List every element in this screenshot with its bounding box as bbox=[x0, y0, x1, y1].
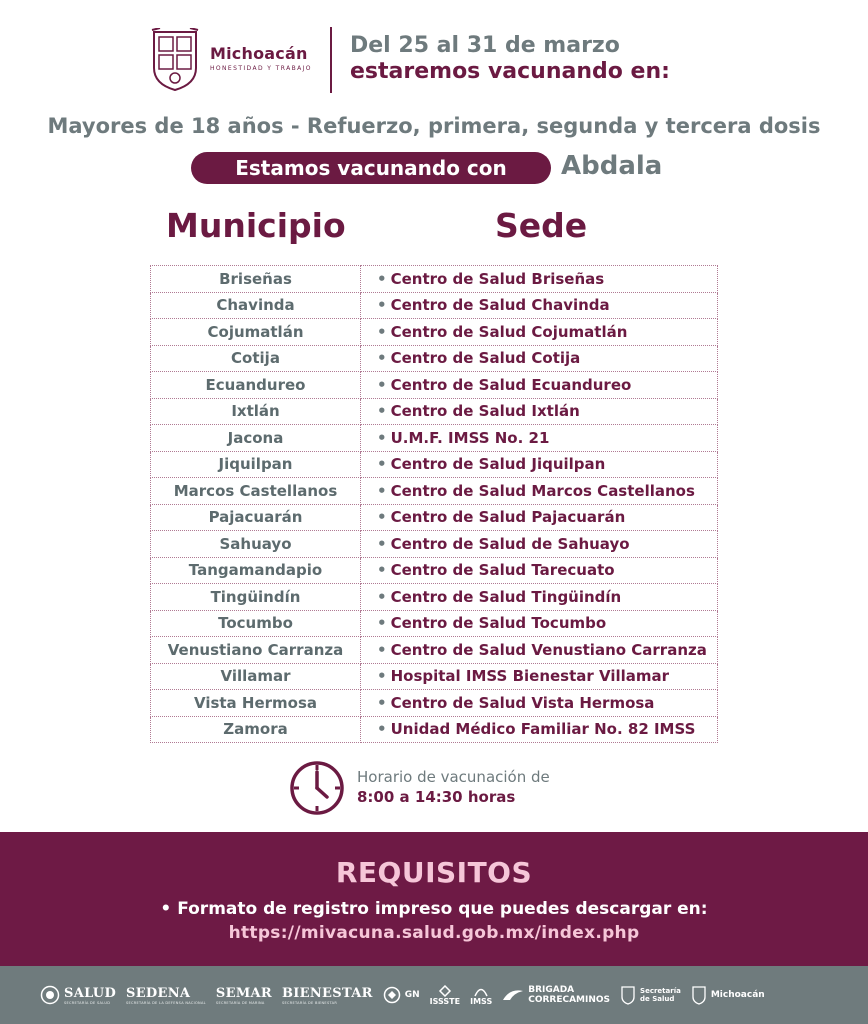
table-row bbox=[151, 504, 718, 531]
bullet-icon: • bbox=[377, 693, 387, 712]
gn-text: GN bbox=[404, 990, 420, 1000]
sede-cell bbox=[361, 531, 718, 558]
bullet-icon: • bbox=[377, 587, 387, 606]
bullet-icon: • bbox=[377, 269, 387, 288]
municipio-cell: Sahuayo bbox=[151, 531, 361, 558]
bienestar-logo bbox=[282, 986, 373, 1005]
issste-logo bbox=[430, 985, 460, 1006]
table-row bbox=[151, 319, 718, 346]
sites-table bbox=[150, 265, 718, 743]
requisitos-section bbox=[0, 832, 868, 966]
municipio-cell: Pajacuarán bbox=[151, 504, 361, 531]
table-row bbox=[151, 425, 718, 452]
bullet-icon: • bbox=[377, 561, 387, 580]
sedena-logo bbox=[126, 986, 206, 1005]
gn-emblem-icon bbox=[383, 986, 401, 1004]
brigada-correcaminos-logo bbox=[502, 985, 610, 1005]
table-row bbox=[151, 584, 718, 611]
bullet-icon: • bbox=[377, 720, 387, 739]
bullet-icon: • bbox=[377, 640, 387, 659]
bullet-icon: • bbox=[377, 349, 387, 368]
sede-text: Centro de Salud Pajacuarán bbox=[390, 508, 626, 527]
secretaria-salud-logo bbox=[620, 985, 681, 1005]
sede-cell bbox=[361, 610, 718, 637]
sede-cell bbox=[361, 451, 718, 478]
bullet-icon: • bbox=[377, 614, 387, 633]
bullet-icon: • bbox=[377, 375, 387, 394]
sede-cell bbox=[361, 425, 718, 452]
sede-cell bbox=[361, 716, 718, 743]
registration-url-link[interactable]: https://mivacuna.salud.gob.mx/index.php bbox=[228, 923, 640, 943]
municipio-cell: Tingüindín bbox=[151, 584, 361, 611]
bienestar-text: BIENESTAR bbox=[282, 985, 373, 1001]
table-row bbox=[151, 345, 718, 372]
correcaminos-icon bbox=[502, 988, 524, 1002]
vaccinating-at-text: estaremos vacunando en: bbox=[350, 59, 670, 84]
salud-emblem-icon bbox=[40, 985, 60, 1005]
bienestar-subtext: SECRETARÍA DE BIENESTAR bbox=[282, 1000, 338, 1005]
salud-text: SALUD bbox=[64, 985, 117, 1001]
municipio-cell: Tocumbo bbox=[151, 610, 361, 637]
sede-cell bbox=[361, 504, 718, 531]
bullet-icon: • bbox=[377, 296, 387, 315]
municipio-cell: Venustiano Carranza bbox=[151, 637, 361, 664]
imss-logo bbox=[470, 985, 492, 1006]
schedule-label: Horario de vacunación de bbox=[357, 768, 550, 786]
municipio-cell: Ixtlán bbox=[151, 398, 361, 425]
sede-text: Unidad Médico Familiar No. 82 IMSS bbox=[390, 720, 696, 739]
municipio-header: Municipio bbox=[166, 206, 346, 245]
municipio-cell: Cotija bbox=[151, 345, 361, 372]
sede-cell bbox=[361, 690, 718, 717]
sede-text: Centro de Salud Cotija bbox=[390, 349, 581, 368]
brand-name: Michoacán bbox=[210, 44, 308, 63]
brand-motto: HONESTIDAD Y TRABAJO bbox=[210, 65, 312, 72]
header bbox=[0, 0, 868, 105]
sede-text: U.M.F. IMSS No. 21 bbox=[390, 428, 550, 447]
municipio-cell: Villamar bbox=[151, 663, 361, 690]
sede-text: Centro de Salud de Sahuayo bbox=[390, 534, 630, 553]
sede-header: Sede bbox=[495, 206, 588, 245]
date-range bbox=[350, 33, 670, 85]
sede-text: Hospital IMSS Bienestar Villamar bbox=[390, 667, 670, 686]
table-row bbox=[151, 557, 718, 584]
table-row bbox=[151, 372, 718, 399]
salud-logo bbox=[40, 985, 116, 1005]
brand bbox=[210, 44, 312, 72]
sedena-subtext: SECRETARÍA DE LA DEFENSA NACIONAL bbox=[126, 1000, 206, 1005]
sede-cell bbox=[361, 637, 718, 664]
salud-subtext: SECRETARÍA DE SALUD bbox=[64, 1000, 111, 1005]
semar-subtext: SECRETARÍA DE MARINA bbox=[215, 1000, 265, 1005]
sede-cell bbox=[361, 478, 718, 505]
secretaria-salud-crest-icon bbox=[620, 985, 636, 1005]
bullet-icon: • bbox=[377, 534, 387, 553]
sedena-text: SEDENA bbox=[126, 985, 191, 1001]
footer-logos bbox=[0, 966, 868, 1024]
sede-text: Centro de Salud Tingüindín bbox=[390, 587, 622, 606]
municipio-cell: Briseñas bbox=[151, 266, 361, 293]
michoacan-crest-icon bbox=[150, 28, 200, 92]
schedule-hours: 8:00 a 14:30 horas bbox=[357, 788, 516, 806]
sede-text: Centro de Salud Chavinda bbox=[390, 296, 610, 315]
vaccine-name: Abdala bbox=[561, 151, 663, 181]
table-row bbox=[151, 690, 718, 717]
table-row bbox=[151, 663, 718, 690]
municipio-cell: Jiquilpan bbox=[151, 451, 361, 478]
sede-text: Centro de Salud Vista Hermosa bbox=[390, 693, 655, 712]
correcaminos-text: CORRECAMINOS bbox=[528, 995, 611, 1005]
de-salud-text: de Salud bbox=[640, 995, 675, 1003]
sede-cell bbox=[361, 292, 718, 319]
sede-cell bbox=[361, 266, 718, 293]
bullet-icon: • bbox=[377, 322, 387, 341]
sede-text: Centro de Salud Tocumbo bbox=[390, 614, 607, 633]
semar-logo bbox=[216, 986, 272, 1005]
header-divider bbox=[330, 27, 332, 93]
clock-icon bbox=[289, 760, 345, 816]
sede-cell bbox=[361, 372, 718, 399]
bullet-icon: • bbox=[377, 481, 387, 500]
table-row bbox=[151, 531, 718, 558]
michoacan-footer-crest-icon bbox=[691, 985, 707, 1005]
municipio-cell: Ecuandureo bbox=[151, 372, 361, 399]
table-row bbox=[151, 398, 718, 425]
sede-cell bbox=[361, 557, 718, 584]
sede-text: Centro de Salud Tarecuato bbox=[390, 561, 615, 580]
table-row bbox=[151, 451, 718, 478]
vaccine-pill: Estamos vacunando con bbox=[191, 152, 551, 184]
municipio-cell: Marcos Castellanos bbox=[151, 478, 361, 505]
municipio-cell: Vista Hermosa bbox=[151, 690, 361, 717]
sede-text: Centro de Salud Marcos Castellanos bbox=[390, 481, 695, 500]
sede-text: Centro de Salud Ecuandureo bbox=[390, 375, 632, 394]
sede-text: Centro de Salud Jiquilpan bbox=[390, 455, 606, 474]
sede-cell bbox=[361, 319, 718, 346]
sede-text: Centro de Salud Cojumatlán bbox=[390, 322, 628, 341]
bullet-icon: • bbox=[377, 508, 387, 527]
issste-emblem-icon bbox=[438, 985, 452, 997]
municipio-cell: Zamora bbox=[151, 716, 361, 743]
municipio-cell: Chavinda bbox=[151, 292, 361, 319]
municipio-cell: Cojumatlán bbox=[151, 319, 361, 346]
imss-text: IMSS bbox=[470, 996, 493, 1006]
michoacan-footer-logo bbox=[691, 985, 765, 1005]
sede-text: Centro de Salud Briseñas bbox=[390, 269, 605, 288]
secretaria-text: Secretaría bbox=[640, 987, 681, 995]
sede-cell bbox=[361, 345, 718, 372]
michoacan-footer-text: Michoacán bbox=[710, 990, 765, 1000]
bullet-icon: • bbox=[377, 402, 387, 421]
date-range-text: Del 25 al 31 de marzo bbox=[350, 33, 620, 58]
issste-text: ISSSTE bbox=[429, 996, 461, 1006]
table-row bbox=[151, 266, 718, 293]
sede-cell bbox=[361, 584, 718, 611]
brigada-text: BRIGADA bbox=[528, 985, 575, 995]
gn-logo bbox=[383, 986, 420, 1004]
sede-text: Centro de Salud Venustiano Carranza bbox=[390, 640, 707, 659]
requisitos-title: REQUISITOS bbox=[335, 856, 533, 889]
bullet-icon: • bbox=[377, 667, 387, 686]
schedule bbox=[357, 767, 550, 807]
table-row bbox=[151, 610, 718, 637]
sede-cell bbox=[361, 663, 718, 690]
semar-text: SEMAR bbox=[215, 985, 272, 1001]
audience-subtitle: Mayores de 18 años - Refuerzo, primera, segunda y tercera dosis bbox=[47, 114, 821, 138]
requisitos-item: • Formato de registro impreso que puedes descargar en: bbox=[160, 899, 708, 919]
table-row bbox=[151, 637, 718, 664]
table-row bbox=[151, 478, 718, 505]
sede-text: Centro de Salud Ixtlán bbox=[390, 402, 580, 421]
table-row bbox=[151, 292, 718, 319]
table-row bbox=[151, 716, 718, 743]
bullet-icon: • bbox=[377, 455, 387, 474]
municipio-cell: Tangamandapio bbox=[151, 557, 361, 584]
bullet-icon: • bbox=[377, 428, 387, 447]
municipio-cell: Jacona bbox=[151, 425, 361, 452]
sede-cell bbox=[361, 398, 718, 425]
imss-emblem-icon bbox=[474, 985, 488, 997]
